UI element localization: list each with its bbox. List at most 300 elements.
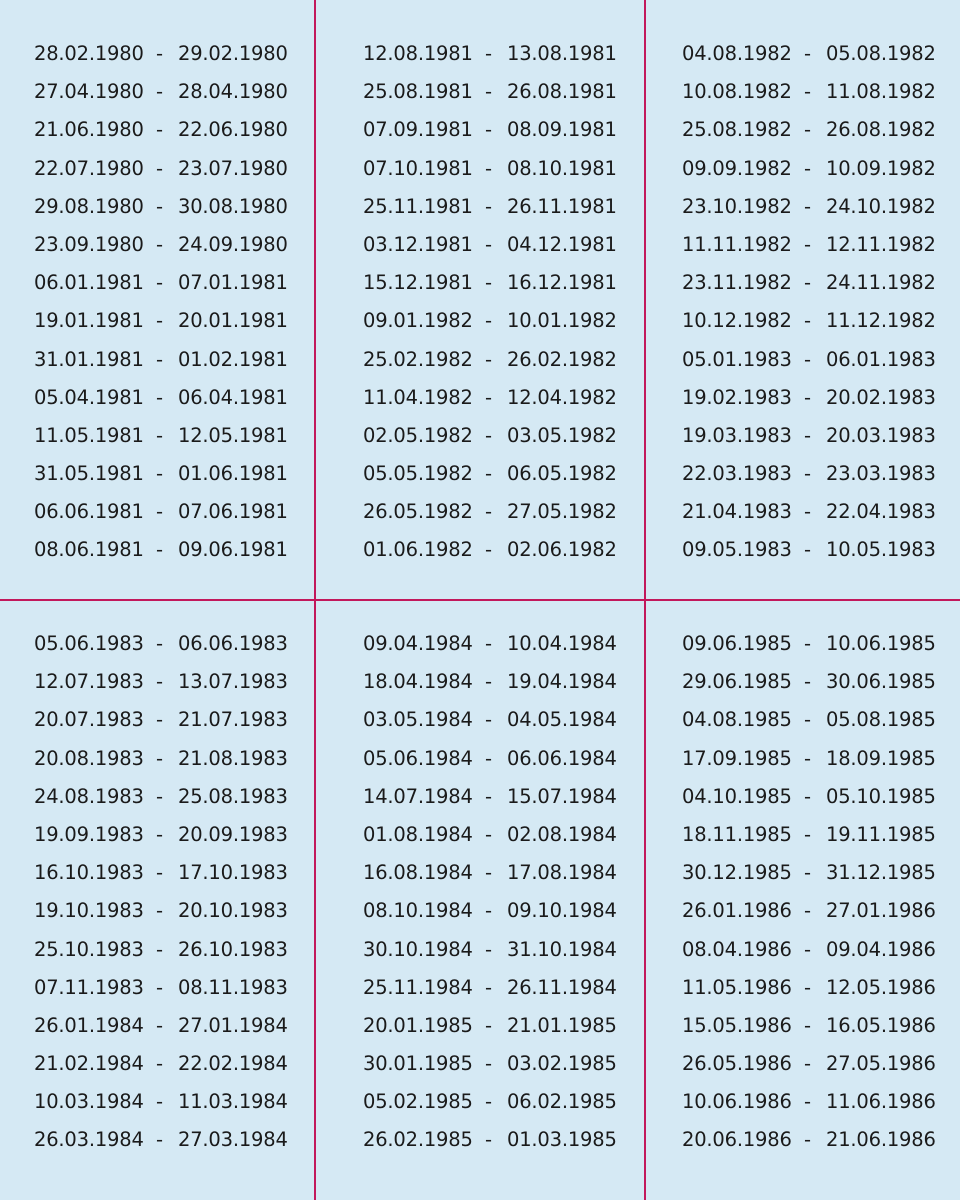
start-date: 04.08.1985 [682, 708, 792, 732]
end-date: 15.07.1984 [507, 784, 617, 808]
range-separator: - [804, 423, 811, 447]
start-date: 07.11.1983 [34, 975, 144, 999]
date-range-row [34, 701, 288, 739]
end-date: 05.10.1985 [826, 784, 936, 808]
start-date: 15.12.1981 [363, 271, 473, 295]
end-date: 27.01.1986 [826, 899, 936, 923]
range-separator: - [156, 538, 163, 562]
start-date: 08.04.1986 [682, 937, 792, 961]
start-date: 27.04.1980 [34, 80, 144, 104]
date-range-row [363, 740, 617, 778]
date-range-row [363, 188, 617, 226]
end-date: 20.03.1983 [826, 423, 936, 447]
date-range-row [34, 1121, 288, 1159]
range-separator: - [804, 271, 811, 295]
start-date: 21.04.1983 [682, 500, 792, 524]
range-separator: - [485, 538, 492, 562]
end-date: 24.09.1980 [178, 232, 288, 256]
start-date: 26.05.1986 [682, 1052, 792, 1076]
end-date: 20.09.1983 [178, 822, 288, 846]
start-date: 04.08.1982 [682, 42, 792, 65]
end-date: 17.10.1983 [178, 861, 288, 885]
range-separator: - [485, 271, 492, 295]
start-date: 19.09.1983 [34, 822, 144, 846]
start-date: 11.04.1982 [363, 385, 473, 409]
start-date: 25.11.1981 [363, 194, 473, 218]
end-date: 06.06.1983 [178, 632, 288, 655]
range-separator: - [804, 899, 811, 923]
end-date: 07.06.1981 [178, 500, 288, 524]
start-date: 09.01.1982 [363, 309, 473, 333]
end-date: 29.02.1980 [178, 42, 288, 65]
date-range-row [34, 150, 288, 188]
date-range-row [34, 226, 288, 264]
start-date: 09.06.1985 [682, 632, 792, 655]
date-range-row [682, 701, 936, 739]
start-date: 03.05.1984 [363, 708, 473, 732]
start-date: 06.06.1981 [34, 500, 144, 524]
start-date: 30.12.1985 [682, 861, 792, 885]
start-date: 07.09.1981 [363, 118, 473, 142]
end-date: 30.06.1985 [826, 670, 936, 694]
range-separator: - [156, 500, 163, 524]
end-date: 16.12.1981 [507, 271, 617, 295]
start-date: 25.11.1984 [363, 975, 473, 999]
start-date: 19.02.1983 [682, 385, 792, 409]
start-date: 08.06.1981 [34, 538, 144, 562]
date-range-row [363, 417, 617, 455]
end-date: 21.06.1986 [826, 1128, 936, 1152]
end-date: 10.05.1983 [826, 538, 936, 562]
date-range-row [682, 379, 936, 417]
date-cell-bottom-middle [363, 625, 617, 1160]
date-range-row [363, 1083, 617, 1121]
end-date: 20.02.1983 [826, 385, 936, 409]
end-date: 26.10.1983 [178, 937, 288, 961]
range-separator: - [804, 708, 811, 732]
date-range-row [34, 931, 288, 969]
date-range-row [34, 302, 288, 340]
end-date: 18.09.1985 [826, 746, 936, 770]
start-date: 11.05.1981 [34, 423, 144, 447]
start-date: 21.06.1980 [34, 118, 144, 142]
end-date: 26.11.1984 [507, 975, 617, 999]
range-separator: - [485, 708, 492, 732]
date-range-row [34, 531, 288, 569]
end-date: 26.08.1982 [826, 118, 936, 142]
range-separator: - [156, 42, 163, 65]
range-separator: - [156, 194, 163, 218]
end-date: 03.02.1985 [507, 1052, 617, 1076]
date-range-row [363, 663, 617, 701]
start-date: 01.06.1982 [363, 538, 473, 562]
end-date: 06.05.1982 [507, 462, 617, 486]
range-separator: - [485, 309, 492, 333]
date-range-row [34, 816, 288, 854]
end-date: 23.03.1983 [826, 462, 936, 486]
start-date: 11.05.1986 [682, 975, 792, 999]
start-date: 20.08.1983 [34, 746, 144, 770]
end-date: 09.10.1984 [507, 899, 617, 923]
start-date: 19.03.1983 [682, 423, 792, 447]
end-date: 27.03.1984 [178, 1128, 288, 1152]
end-date: 20.10.1983 [178, 899, 288, 923]
end-date: 31.10.1984 [507, 937, 617, 961]
start-date: 20.06.1986 [682, 1128, 792, 1152]
start-date: 09.05.1983 [682, 538, 792, 562]
start-date: 29.08.1980 [34, 194, 144, 218]
start-date: 31.01.1981 [34, 347, 144, 371]
range-separator: - [804, 937, 811, 961]
start-date: 08.10.1984 [363, 899, 473, 923]
date-range-row [34, 1007, 288, 1045]
range-separator: - [485, 462, 492, 486]
date-range-row [682, 663, 936, 701]
date-range-row [682, 1045, 936, 1083]
date-range-row [34, 663, 288, 701]
start-date: 10.08.1982 [682, 80, 792, 104]
start-date: 28.02.1980 [34, 42, 144, 65]
start-date: 25.08.1981 [363, 80, 473, 104]
range-separator: - [156, 118, 163, 142]
range-separator: - [156, 232, 163, 256]
range-separator: - [485, 80, 492, 104]
start-date: 21.02.1984 [34, 1052, 144, 1076]
end-date: 01.02.1981 [178, 347, 288, 371]
start-date: 25.02.1982 [363, 347, 473, 371]
end-date: 30.08.1980 [178, 194, 288, 218]
end-date: 27.01.1984 [178, 1013, 288, 1037]
end-date: 26.08.1981 [507, 80, 617, 104]
range-separator: - [804, 822, 811, 846]
range-separator: - [156, 423, 163, 447]
end-date: 05.08.1982 [826, 42, 936, 65]
start-date: 30.01.1985 [363, 1052, 473, 1076]
range-separator: - [804, 385, 811, 409]
range-separator: - [804, 347, 811, 371]
range-separator: - [485, 1090, 492, 1114]
end-date: 06.06.1984 [507, 746, 617, 770]
end-date: 24.10.1982 [826, 194, 936, 218]
end-date: 16.05.1986 [826, 1013, 936, 1037]
date-range-row [363, 1007, 617, 1045]
end-date: 25.08.1983 [178, 784, 288, 808]
end-date: 21.08.1983 [178, 746, 288, 770]
start-date: 24.08.1983 [34, 784, 144, 808]
range-separator: - [804, 500, 811, 524]
start-date: 18.11.1985 [682, 822, 792, 846]
end-date: 08.10.1981 [507, 156, 617, 180]
end-date: 06.02.1985 [507, 1090, 617, 1114]
start-date: 05.05.1982 [363, 462, 473, 486]
end-date: 06.04.1981 [178, 385, 288, 409]
start-date: 23.09.1980 [34, 232, 144, 256]
end-date: 23.07.1980 [178, 156, 288, 180]
date-range-row [682, 778, 936, 816]
end-date: 13.07.1983 [178, 670, 288, 694]
start-date: 12.08.1981 [363, 42, 473, 65]
date-range-row [682, 493, 936, 531]
end-date: 12.05.1981 [178, 423, 288, 447]
date-range-row [682, 455, 936, 493]
start-date: 18.04.1984 [363, 670, 473, 694]
range-separator: - [485, 632, 492, 655]
date-range-row [34, 111, 288, 149]
start-date: 23.10.1982 [682, 194, 792, 218]
date-range-row [682, 854, 936, 892]
end-date: 10.06.1985 [826, 632, 936, 655]
end-date: 20.01.1981 [178, 309, 288, 333]
range-separator: - [156, 708, 163, 732]
range-separator: - [156, 822, 163, 846]
start-date: 01.08.1984 [363, 822, 473, 846]
date-range-row [363, 73, 617, 111]
end-date: 01.03.1985 [507, 1128, 617, 1152]
start-date: 04.10.1985 [682, 784, 792, 808]
date-range-row [34, 35, 288, 73]
end-date: 10.09.1982 [826, 156, 936, 180]
end-date: 03.05.1982 [507, 423, 617, 447]
date-range-row [682, 969, 936, 1007]
range-separator: - [156, 861, 163, 885]
range-separator: - [804, 232, 811, 256]
range-separator: - [804, 156, 811, 180]
date-range-row [363, 493, 617, 531]
start-date: 07.10.1981 [363, 156, 473, 180]
range-separator: - [485, 861, 492, 885]
date-cell-top-right [682, 35, 936, 570]
end-date: 19.04.1984 [507, 670, 617, 694]
start-date: 05.06.1983 [34, 632, 144, 655]
range-separator: - [804, 1013, 811, 1037]
start-date: 26.05.1982 [363, 500, 473, 524]
date-range-row [363, 150, 617, 188]
start-date: 10.12.1982 [682, 309, 792, 333]
start-date: 25.08.1982 [682, 118, 792, 142]
date-range-row [363, 341, 617, 379]
end-date: 11.03.1984 [178, 1090, 288, 1114]
end-date: 04.12.1981 [507, 232, 617, 256]
end-date: 11.12.1982 [826, 309, 936, 333]
range-separator: - [804, 538, 811, 562]
start-date: 31.05.1981 [34, 462, 144, 486]
date-range-row [682, 226, 936, 264]
date-range-row [363, 701, 617, 739]
start-date: 16.08.1984 [363, 861, 473, 885]
range-separator: - [156, 462, 163, 486]
range-separator: - [485, 746, 492, 770]
range-separator: - [485, 500, 492, 524]
end-date: 07.01.1981 [178, 271, 288, 295]
range-separator: - [804, 975, 811, 999]
start-date: 26.02.1985 [363, 1128, 473, 1152]
range-separator: - [156, 271, 163, 295]
date-cell-top-left [34, 35, 288, 570]
range-separator: - [804, 118, 811, 142]
range-separator: - [485, 194, 492, 218]
range-separator: - [156, 309, 163, 333]
date-range-row [363, 625, 617, 663]
date-range-row [682, 264, 936, 302]
range-separator: - [156, 899, 163, 923]
start-date: 10.03.1984 [34, 1090, 144, 1114]
range-separator: - [156, 1052, 163, 1076]
date-cell-bottom-left [34, 625, 288, 1160]
date-range-row [34, 379, 288, 417]
start-date: 26.03.1984 [34, 1128, 144, 1152]
date-range-row [682, 302, 936, 340]
date-range-row [363, 379, 617, 417]
range-separator: - [804, 42, 811, 65]
date-range-row [682, 35, 936, 73]
end-date: 02.06.1982 [507, 538, 617, 562]
start-date: 30.10.1984 [363, 937, 473, 961]
date-range-row [34, 493, 288, 531]
range-separator: - [156, 784, 163, 808]
range-separator: - [156, 347, 163, 371]
horizontal-divider [0, 599, 960, 601]
date-range-row [363, 816, 617, 854]
date-range-row [682, 1083, 936, 1121]
range-separator: - [485, 975, 492, 999]
range-separator: - [156, 385, 163, 409]
end-date: 28.04.1980 [178, 80, 288, 104]
date-range-row [34, 854, 288, 892]
end-date: 04.05.1984 [507, 708, 617, 732]
start-date: 26.01.1984 [34, 1013, 144, 1037]
end-date: 12.05.1986 [826, 975, 936, 999]
date-range-row [682, 73, 936, 111]
date-range-row [682, 150, 936, 188]
date-range-row [363, 264, 617, 302]
date-range-row [34, 740, 288, 778]
range-separator: - [804, 632, 811, 655]
end-date: 26.02.1982 [507, 347, 617, 371]
start-date: 25.10.1983 [34, 937, 144, 961]
range-separator: - [804, 1090, 811, 1114]
date-range-row [34, 969, 288, 1007]
range-separator: - [804, 194, 811, 218]
range-separator: - [804, 80, 811, 104]
date-range-row [682, 816, 936, 854]
date-range-row [34, 341, 288, 379]
start-date: 12.07.1983 [34, 670, 144, 694]
start-date: 20.07.1983 [34, 708, 144, 732]
date-range-row [363, 1121, 617, 1159]
end-date: 08.09.1981 [507, 118, 617, 142]
date-range-row [34, 264, 288, 302]
range-separator: - [156, 670, 163, 694]
range-separator: - [485, 232, 492, 256]
end-date: 26.11.1981 [507, 194, 617, 218]
date-range-row [682, 417, 936, 455]
date-range-row [34, 625, 288, 663]
end-date: 12.11.1982 [826, 232, 936, 256]
range-separator: - [485, 899, 492, 923]
end-date: 05.08.1985 [826, 708, 936, 732]
start-date: 02.05.1982 [363, 423, 473, 447]
date-range-row [682, 931, 936, 969]
start-date: 06.01.1981 [34, 271, 144, 295]
range-separator: - [804, 1128, 811, 1152]
range-separator: - [156, 975, 163, 999]
range-separator: - [804, 861, 811, 885]
date-cell-bottom-right [682, 625, 936, 1160]
start-date: 20.01.1985 [363, 1013, 473, 1037]
date-range-row [34, 1083, 288, 1121]
date-range-row [363, 1045, 617, 1083]
start-date: 19.01.1981 [34, 309, 144, 333]
end-date: 12.04.1982 [507, 385, 617, 409]
date-range-row [34, 73, 288, 111]
range-separator: - [485, 784, 492, 808]
start-date: 29.06.1985 [682, 670, 792, 694]
date-range-row [682, 111, 936, 149]
date-range-row [682, 625, 936, 663]
range-separator: - [156, 632, 163, 655]
start-date: 05.06.1984 [363, 746, 473, 770]
range-separator: - [804, 670, 811, 694]
range-separator: - [156, 80, 163, 104]
date-range-row [682, 1007, 936, 1045]
date-range-row [682, 341, 936, 379]
range-separator: - [804, 309, 811, 333]
end-date: 21.01.1985 [507, 1013, 617, 1037]
date-range-row [363, 455, 617, 493]
range-separator: - [804, 746, 811, 770]
date-range-row [363, 35, 617, 73]
end-date: 10.04.1984 [507, 632, 617, 655]
date-range-row [34, 417, 288, 455]
range-separator: - [804, 784, 811, 808]
end-date: 01.06.1981 [178, 462, 288, 486]
range-separator: - [485, 822, 492, 846]
date-range-row [363, 302, 617, 340]
range-separator: - [156, 1090, 163, 1114]
end-date: 17.08.1984 [507, 861, 617, 885]
date-range-row [682, 1121, 936, 1159]
date-range-row [682, 892, 936, 930]
end-date: 24.11.1982 [826, 271, 936, 295]
range-separator: - [485, 1128, 492, 1152]
start-date: 05.02.1985 [363, 1090, 473, 1114]
start-date: 09.04.1984 [363, 632, 473, 655]
date-range-row [363, 931, 617, 969]
end-date: 22.06.1980 [178, 118, 288, 142]
end-date: 09.04.1986 [826, 937, 936, 961]
start-date: 15.05.1986 [682, 1013, 792, 1037]
end-date: 19.11.1985 [826, 822, 936, 846]
range-separator: - [485, 385, 492, 409]
end-date: 02.08.1984 [507, 822, 617, 846]
start-date: 03.12.1981 [363, 232, 473, 256]
date-range-row [363, 969, 617, 1007]
start-date: 10.06.1986 [682, 1090, 792, 1114]
end-date: 22.04.1983 [826, 500, 936, 524]
date-range-row [682, 531, 936, 569]
date-range-row [363, 854, 617, 892]
end-date: 21.07.1983 [178, 708, 288, 732]
date-range-row [34, 892, 288, 930]
range-separator: - [804, 462, 811, 486]
end-date: 27.05.1982 [507, 500, 617, 524]
range-separator: - [485, 937, 492, 961]
range-separator: - [485, 118, 492, 142]
date-range-row [363, 778, 617, 816]
start-date: 05.01.1983 [682, 347, 792, 371]
end-date: 11.08.1982 [826, 80, 936, 104]
end-date: 31.12.1985 [826, 861, 936, 885]
